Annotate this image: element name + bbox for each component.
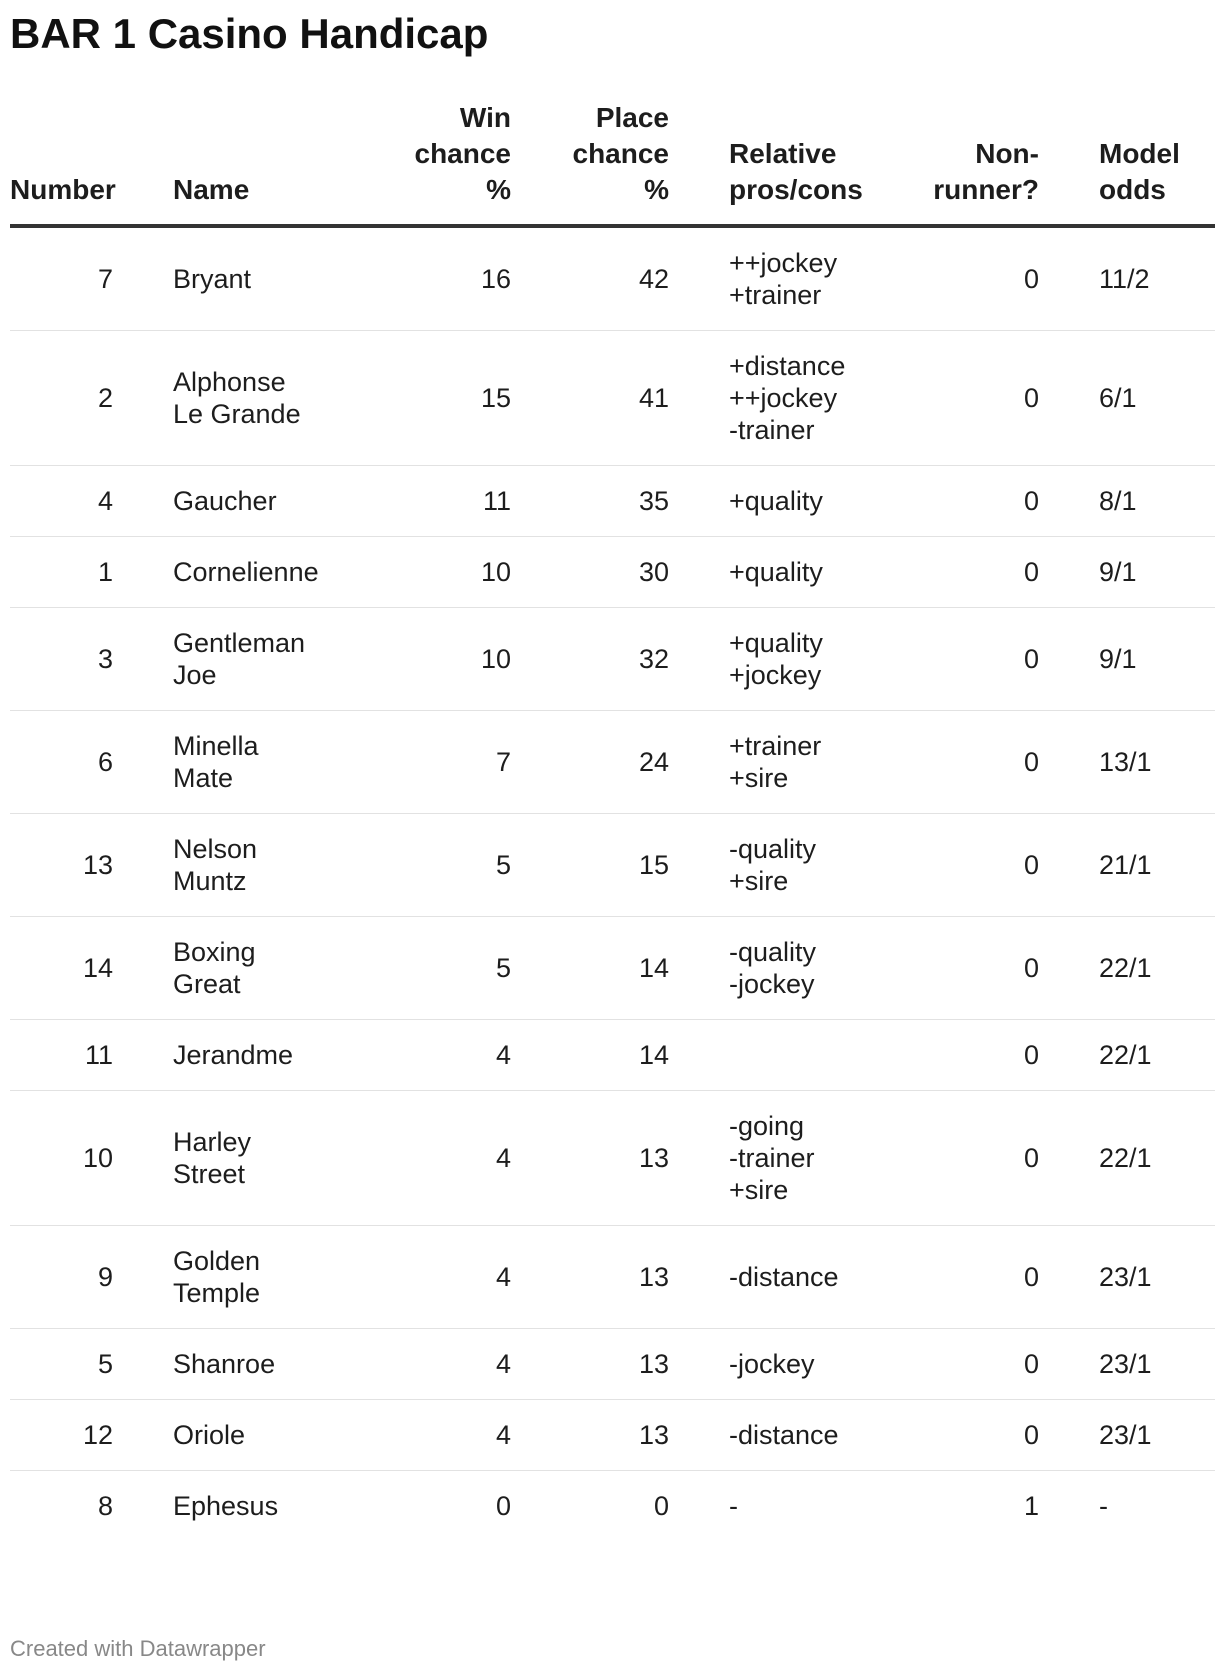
cell-name-line: Street: [173, 1159, 246, 1189]
column-header-line: Model: [1099, 138, 1180, 169]
cell-win-chance: 4: [311, 1226, 511, 1329]
table-row: [10, 1020, 1215, 1091]
cell-pros-cons-line: +sire: [729, 1175, 789, 1205]
cell-name-line: Cornelienne: [173, 557, 319, 587]
chart-title: BAR 1 Casino Handicap: [10, 10, 489, 57]
column-header-line: Place: [595, 102, 669, 133]
cell-name-line: Temple: [173, 1278, 261, 1308]
table-row: [10, 1091, 1215, 1226]
cell-number: 11: [10, 1020, 113, 1091]
cell-model-odds: -: [1099, 1491, 1108, 1521]
cell-model-odds: 13/1: [1039, 711, 1215, 814]
cell-pros-cons: [669, 226, 889, 331]
cell-model-odds: 8/1: [1039, 466, 1215, 537]
cell-pros-cons-line: -distance: [729, 1262, 839, 1292]
table-row: [10, 1226, 1215, 1329]
column-header-line: chance: [572, 138, 669, 169]
cell-pros-cons-line: -going: [729, 1111, 805, 1141]
cell-pros-cons: [669, 331, 889, 466]
cell-non-runner: 0: [889, 608, 1039, 711]
column-header-name: [113, 100, 311, 226]
cell-place-chance: 24: [511, 711, 669, 814]
cell-place-chance: 13: [511, 1091, 669, 1226]
cell-win-chance: 10: [311, 537, 511, 608]
column-header-line: Name: [173, 174, 250, 205]
cell-place-chance: 0: [653, 1491, 669, 1521]
column-header-line: Non-: [975, 138, 1039, 169]
table-row: [10, 814, 1215, 917]
cell-non-runner: 0: [889, 917, 1039, 1020]
column-header-pros-cons: [669, 100, 889, 226]
cell-name-line: Nelson: [173, 834, 258, 864]
cell-number: 14: [10, 917, 113, 1020]
cell-pros-cons-line: -distance: [729, 1420, 839, 1450]
cell-number: 4: [10, 466, 113, 537]
cell-model-odds: 22/1: [1039, 1020, 1215, 1091]
cell-name-line: Minella: [173, 731, 259, 761]
table-row: [10, 711, 1215, 814]
column-header-line: Win: [459, 102, 511, 133]
cell-place-chance: 13: [511, 1329, 669, 1400]
cell-pros-cons-line: +quality: [729, 557, 823, 587]
column-header-line: %: [486, 174, 511, 205]
cell-name: [113, 466, 311, 537]
cell-number: 12: [10, 1400, 113, 1471]
table-row: [10, 1400, 1215, 1471]
cell-model-odds: 23/1: [1039, 1226, 1215, 1329]
table-body: [10, 226, 1215, 1541]
column-header-win-chance: [311, 100, 511, 226]
cell-win-chance: 10: [311, 608, 511, 711]
cell-name: [113, 1400, 311, 1471]
cell-pros-cons: [669, 1020, 889, 1091]
cell-name-line: Boxing: [173, 937, 256, 967]
cell-pros-cons-line: -quality: [729, 937, 817, 967]
cell-name-line: Mate: [173, 763, 234, 793]
cell-pros-cons-line: +distance: [729, 351, 846, 381]
cell-place-chance: 14: [511, 917, 669, 1020]
cell-place-chance: 41: [511, 331, 669, 466]
cell-pros-cons: [669, 1471, 889, 1542]
cell-win-chance: 4: [311, 1329, 511, 1400]
cell-win-chance: 4: [311, 1091, 511, 1226]
header-row: [10, 100, 1215, 226]
column-header-line: pros/cons: [729, 174, 863, 205]
cell-non-runner: 0: [889, 1400, 1039, 1471]
cell-name-line: Le Grande: [173, 399, 301, 429]
cell-win-chance: 5: [311, 917, 511, 1020]
table-row: [10, 226, 1215, 331]
cell-model-odds: 23/1: [1039, 1329, 1215, 1400]
cell-pros-cons-line: -jockey: [729, 969, 815, 999]
cell-number: 1: [10, 537, 113, 608]
cell-pros-cons-line: -trainer: [729, 415, 815, 445]
cell-win-chance: 16: [311, 226, 511, 331]
cell-name-line: Joe: [173, 660, 217, 690]
cell-non-runner: 0: [889, 331, 1039, 466]
table-row: [10, 1329, 1215, 1400]
table-row: [10, 917, 1215, 1020]
cell-pros-cons: [669, 1226, 889, 1329]
cell-place-chance: 15: [511, 814, 669, 917]
cell-pros-cons: [669, 1091, 889, 1226]
cell-number: 13: [10, 814, 113, 917]
cell-number: 7: [10, 226, 113, 331]
cell-pros-cons: [669, 1329, 889, 1400]
cell-number: 8: [97, 1491, 113, 1521]
cell-name: [113, 917, 311, 1020]
cell-non-runner: 0: [889, 466, 1039, 537]
table-row: [10, 331, 1215, 466]
cell-non-runner: 0: [889, 537, 1039, 608]
cell-name: [113, 711, 311, 814]
cell-place-chance: 13: [511, 1226, 669, 1329]
cell-name-line: Great: [173, 969, 241, 999]
cell-model-odds: 9/1: [1039, 537, 1215, 608]
cell-place-chance: 14: [511, 1020, 669, 1091]
cell-place-chance: 32: [511, 608, 669, 711]
cell-number: 5: [10, 1329, 113, 1400]
column-header-line: chance: [414, 138, 511, 169]
cell-number: 3: [10, 608, 113, 711]
cell-pros-cons: [669, 608, 889, 711]
cell-pros-cons-line: ++jockey: [729, 383, 838, 413]
column-header-place-chance: [511, 100, 669, 226]
cell-name-line: Oriole: [173, 1420, 246, 1450]
column-header-model-odds: [1039, 100, 1215, 226]
cell-name-line: Gaucher: [173, 486, 277, 516]
table-row: [10, 608, 1215, 711]
cell-model-odds: 21/1: [1039, 814, 1215, 917]
cell-name: [113, 608, 311, 711]
cell-place-chance: 42: [511, 226, 669, 331]
cell-pros-cons-line: +quality: [729, 486, 823, 516]
cell-pros-cons: [669, 537, 889, 608]
column-header-line: %: [644, 174, 669, 205]
cell-name-line: Ephesus: [173, 1491, 279, 1521]
cell-name: [113, 1471, 311, 1542]
column-header-line: runner?: [933, 174, 1039, 205]
cell-model-odds: 6/1: [1039, 331, 1215, 466]
cell-model-odds: 22/1: [1039, 1091, 1215, 1226]
cell-name: [113, 1091, 311, 1226]
cell-model-odds: 9/1: [1039, 608, 1215, 711]
cell-place-chance: 30: [511, 537, 669, 608]
column-header-number: [10, 100, 116, 226]
table-row: [10, 466, 1215, 537]
cell-pros-cons-line: +jockey: [729, 660, 822, 690]
cell-non-runner: 1: [1023, 1491, 1039, 1521]
cell-model-odds: 22/1: [1039, 917, 1215, 1020]
datawrapper-credit: Created with Datawrapper: [10, 1636, 266, 1661]
cell-name-line: Harley: [173, 1127, 252, 1157]
cell-name: [113, 1329, 311, 1400]
cell-place-chance: 35: [511, 466, 669, 537]
cell-pros-cons-line: -trainer: [729, 1143, 815, 1173]
data-table: [10, 100, 1215, 1541]
cell-name: [113, 331, 311, 466]
cell-pros-cons-line: +trainer: [729, 280, 822, 310]
cell-win-chance: 11: [311, 466, 511, 537]
cell-pros-cons-line: +sire: [729, 763, 789, 793]
cell-non-runner: 0: [889, 226, 1039, 331]
cell-win-chance: 7: [311, 711, 511, 814]
cell-name: [113, 537, 319, 608]
cell-pros-cons: [669, 814, 889, 917]
cell-name: [113, 226, 311, 331]
cell-win-chance: 15: [311, 331, 511, 466]
cell-name-line: Muntz: [173, 866, 247, 896]
cell-pros-cons-line: -quality: [729, 834, 817, 864]
cell-name-line: Golden: [173, 1246, 261, 1276]
cell-pros-cons-line: +sire: [729, 866, 789, 896]
cell-non-runner: 0: [889, 1020, 1039, 1091]
cell-name-line: Bryant: [173, 264, 252, 294]
cell-model-odds: 11/2: [1039, 226, 1215, 331]
cell-pros-cons: [669, 711, 889, 814]
cell-name-line: Gentleman: [173, 628, 306, 658]
cell-non-runner: 0: [889, 1329, 1039, 1400]
cell-pros-cons: [669, 917, 889, 1020]
cell-pros-cons-line: +trainer: [729, 731, 822, 761]
cell-pros-cons-line: -: [729, 1491, 738, 1521]
cell-pros-cons: [669, 1400, 889, 1471]
cell-non-runner: 0: [889, 1091, 1039, 1226]
table-row: [10, 1471, 1215, 1542]
cell-non-runner: 0: [889, 814, 1039, 917]
cell-model-odds: 23/1: [1039, 1400, 1215, 1471]
column-header-line: odds: [1099, 174, 1166, 205]
table-row: [10, 537, 1215, 608]
cell-pros-cons: [669, 466, 889, 537]
cell-pros-cons-line: -jockey: [729, 1349, 815, 1379]
cell-name: [113, 1226, 311, 1329]
cell-name-line: Alphonse: [173, 367, 286, 397]
cell-name: [113, 814, 311, 917]
cell-win-chance: 4: [311, 1400, 511, 1471]
cell-win-chance: 5: [311, 814, 511, 917]
cell-name-line: Jerandme: [173, 1040, 294, 1070]
cell-name: [113, 1020, 311, 1091]
cell-number: 10: [10, 1091, 113, 1226]
column-header-line: Relative: [729, 138, 837, 169]
column-header-non-runner: [889, 100, 1039, 226]
cell-number: 2: [10, 331, 113, 466]
cell-non-runner: 0: [889, 711, 1039, 814]
cell-name-line: Shanroe: [173, 1349, 276, 1379]
cell-number: 9: [10, 1226, 113, 1329]
cell-win-chance: 0: [495, 1491, 511, 1521]
column-header-line: Number: [10, 174, 116, 205]
cell-pros-cons-line: +quality: [729, 628, 823, 658]
cell-number: 6: [10, 711, 113, 814]
cell-win-chance: 4: [311, 1020, 511, 1091]
cell-pros-cons-line: ++jockey: [729, 248, 838, 278]
cell-place-chance: 13: [511, 1400, 669, 1471]
cell-non-runner: 0: [889, 1226, 1039, 1329]
